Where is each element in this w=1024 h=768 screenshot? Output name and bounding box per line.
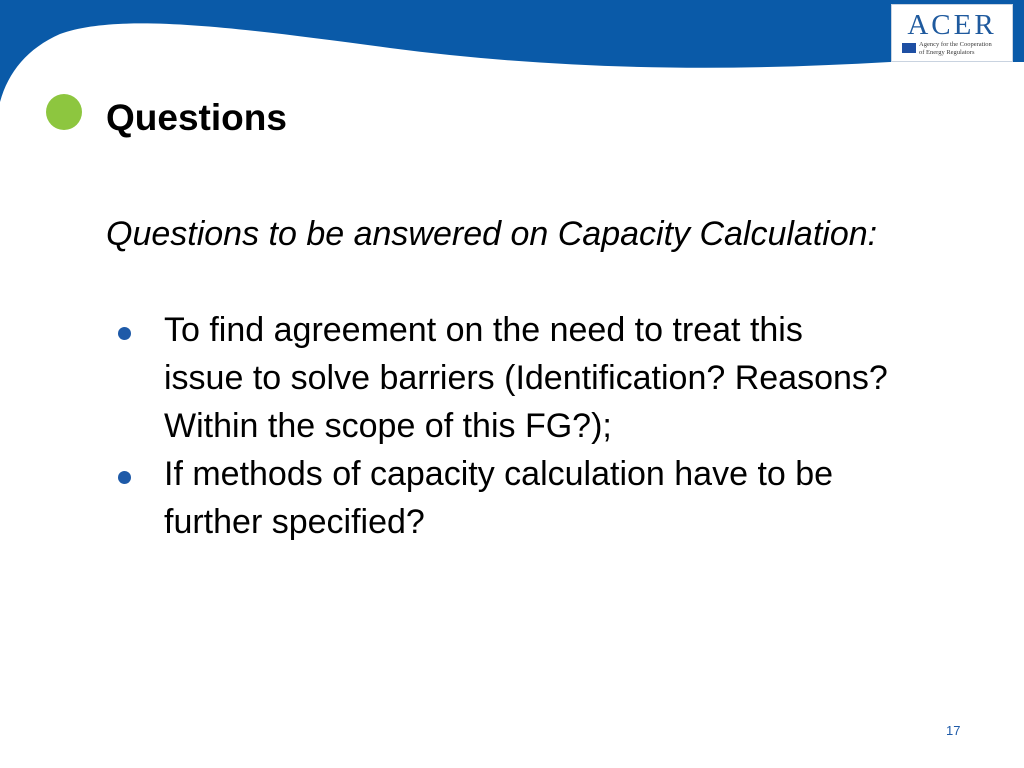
logo-tagline-line-1: Agency for the Cooperation — [919, 41, 992, 48]
logo-tagline — [919, 41, 992, 56]
bullet-item — [118, 306, 1018, 450]
bullet-icon — [118, 471, 131, 484]
logo-wordmark: ACER — [907, 9, 997, 41]
bullet-icon — [118, 327, 131, 340]
acer-logo — [891, 4, 1013, 62]
logo-tagline-line-2: of Energy Regulators — [919, 48, 975, 56]
bullet-item — [118, 450, 1018, 546]
slide-subtitle: Questions to be answered on Capacity Calculation: — [106, 215, 878, 253]
bullet-text-line: Within the scope of this FG?); — [164, 407, 612, 445]
bullet-text-line: If methods of capacity calculation have to be — [164, 455, 834, 493]
slide-title: Questions — [106, 97, 287, 138]
page-number: 17 — [946, 723, 961, 738]
bullet-text-line: further specified? — [164, 503, 425, 541]
bullet-text-line: To find agreement on the need to treat this — [164, 311, 803, 349]
title-bullet-icon — [46, 94, 82, 130]
eu-flag-icon — [902, 43, 916, 53]
bullet-text-line: issue to solve barriers (Identification? Reasons? — [164, 359, 888, 397]
bullet-list — [118, 306, 1018, 546]
